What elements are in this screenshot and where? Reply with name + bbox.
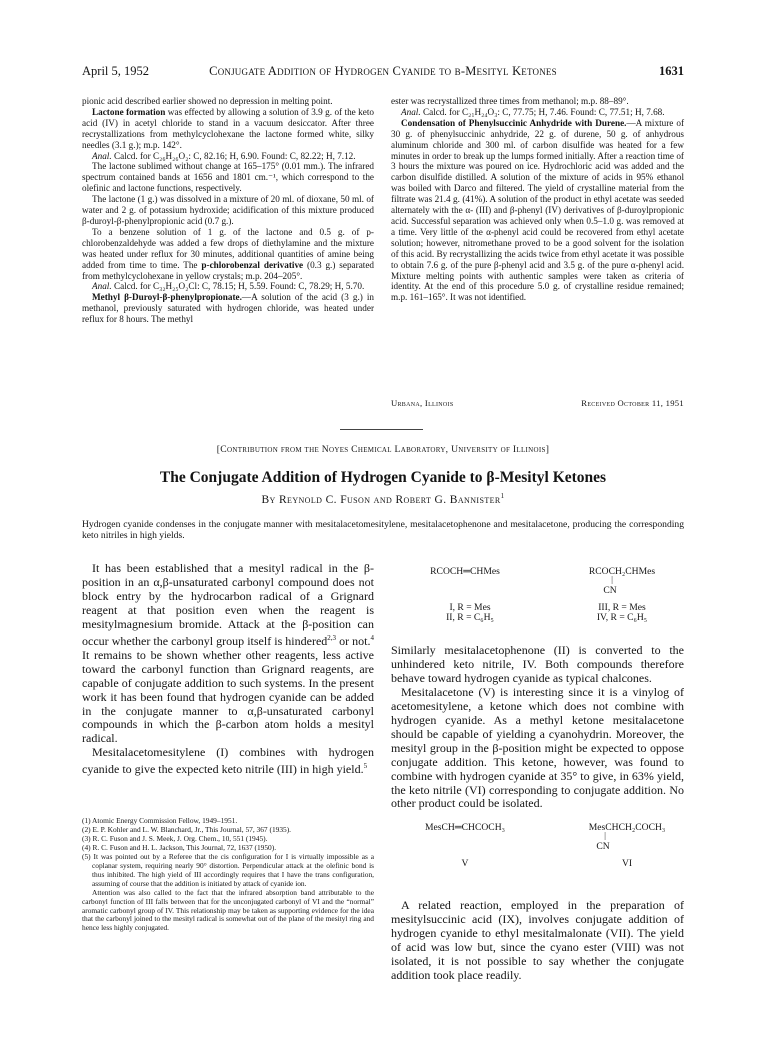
analysis-line — [82, 281, 374, 292]
formula-enone: RCOCH═CHMes — [430, 566, 500, 577]
paragraph — [82, 562, 374, 746]
paragraph — [391, 118, 684, 303]
paragraph: A related reaction, employed in the preparation of mesitylsuccinic acid (IX), involves conjugate addition of hydrogen cyanide to ethyl mesitalmalonate (VII). The yield of acid was low but, since the cyano ester (VIII) was not isolated, it is not possible to say whether the conjugate addition took place readily. — [391, 898, 684, 982]
paragraph — [82, 107, 374, 151]
authors: By Reynold C. Fuson and Robert G. Bannister — [261, 493, 501, 506]
compound-vi: VI — [621, 858, 633, 869]
compound-v: V — [461, 858, 469, 869]
location: Urbana, Illinois — [391, 398, 454, 408]
header-running-title: Conjugate Addition of Hydrogen Cyanide to β-Mesityl Ketones — [209, 64, 557, 78]
paragraph: pionic acid described earlier showed no depression in melting point. — [82, 96, 333, 106]
footnote-ref: 2,3 — [327, 633, 337, 642]
formula-ketonitrile: RCOCH₂CHMes — [588, 566, 656, 577]
formula-cn: CN — [596, 841, 610, 852]
contribution-line: [Contribution from the Noyes Chemical Laboratory, University of Illinois] — [216, 444, 550, 455]
paragraph: ester was recrystallized three times from methanol; m.p. 88–89°. — [391, 96, 629, 106]
paragraph: The lactone sublimed without change at 165–175° (0.01 mm.). The infrared spectrum contained bands at 1656 and 1801 cm.⁻¹, which correspond to the olefinic and lactone functions, respectively. — [82, 161, 374, 194]
paragraph — [82, 746, 374, 777]
anal-text: Calcd. for C₃₂H₂₅O₂Cl: C, 78.15; H, 5.59. Found: C, 78.29; H, 5.70. — [111, 281, 365, 292]
footnote-ref: 5 — [363, 762, 368, 771]
formula-mesitalacetone: MesCH═CHCOCH₃ — [425, 822, 505, 833]
prev-article-right-column — [391, 96, 684, 303]
paragraph-text: (0.3 g.) separated from methylcyclohexane in yellow crystals; m.p. 204–205°. — [82, 259, 374, 281]
paragraph: Similarly mesitalacetophenone (II) is converted to the unhindered keto nitrile, IV. Both compounds therefore behave toward hydrogen cyanide as typical chalcones. — [391, 643, 684, 685]
paragraph: Mesitalacetone (V) is interesting since it is a vinylog of acetomesitylene, a ketone which does not combine with hydrogen cyanide. As a methyl ketone mesitalacetone should be capable of yielding a cyanohydrin. Moreover, the mesityl group in the β-position might be expected to oppose conjugate addition. This ketone, however, was found to combine with hydrogen cyanide at 35° to give, in 63% yield, the keto nitrile (VI) corresponding to conjugate addition. No other product could be isolated. — [391, 684, 684, 811]
footnote-ref: 4 — [370, 633, 374, 642]
footnote-ref: 1 — [500, 492, 505, 500]
paragraph — [82, 227, 374, 282]
paragraph-text: It has been established that a mesityl radical in the β-position in an α,β-unsaturated carbonyl compound does not block entry by the hydrocarbon radical of a Grignard reagent at that position even when the reagent is mesitylmagnesium bromide. Attack at the β-position can occur whether the carbonyl group itself is hindered — [82, 561, 374, 648]
anal-text: Calcd. for C₂₆H₂₆O₂: C, 82.16; H, 6.90. Found: C, 82.22; H, 7.12. — [111, 150, 356, 161]
abstract: Hydrogen cyanide condenses in the conjugate manner with mesitalacetomesitylene, mesitalacetophenone and mesitalacetone, producing the corresponding keto nitriles in high yields. — [82, 519, 684, 542]
analysis-line — [391, 107, 684, 118]
footnote: (3) R. C. Fuson and J. S. Meek, J. Org. Chem., 10, 551 (1945). — [82, 833, 268, 843]
running-header — [82, 64, 684, 82]
paragraph-text: was effected by allowing a solution of 3.9 g. of the keto acid (IV) in acetyl chloride to stand in a vacuum desiccator. After three recrystallizations from methylcyclohexane the lactone formed white, silky needles (3.1 g.); m.p. 142°. — [82, 106, 375, 150]
paragraph-text: —A solution of the acid (3 g.) in methanol, previously saturated with hydrogen chloride, was heated under reflux for 8 hours. The methyl — [82, 292, 374, 325]
run-in-heading: Methyl β-Duroyl-β-phenylpropionate. — [92, 292, 242, 303]
anal-label: Anal. — [92, 150, 112, 161]
footnote: Attention was also called to the fact that the infrared absorption band attributable to the carbonyl function of III falls between that for the unconjugated carbonyl of VI and the “normal” aromatic carbonyl group of IV. This relationship may be taken as supporting evidence for the idea that the carbonyl joined to the mesityl radical is somewhat out of the plane of the mesityl ring and hence less highly conjugated. — [82, 887, 374, 933]
paragraph-text: or not. — [336, 633, 371, 648]
formula-cn: CN — [603, 585, 617, 596]
anal-label: Anal. — [401, 106, 421, 117]
header-date: April 5, 1952 — [82, 64, 150, 78]
formula-keto-nitrile-vi: MesCHCH₂COCH₃ — [588, 822, 666, 833]
paragraph-text: It remains to be shown whether other reagents, less active toward the carbonyl function than Grignard reagents, are capable of conjugate addition to such systems. In the present work it has been found that hydrogen cyanide can be added in the conjugate manner to α,β-unsaturated carbonyl compounds in which the β-carbon atom holds a mesityl radical. — [82, 647, 374, 746]
compound-name: p-chlorobenzal derivative — [201, 259, 304, 270]
bond-line: | — [604, 831, 606, 840]
paragraph-text: To a benzene solution of 1 g. of the lactone and 0.5 g. of p-chlorobenzaldehyde was added a few drops of diethylamine and the mixture was heated under reflux for 30 minutes, additional quantities of amine being added from time to time. The — [82, 226, 374, 270]
header-page-number: 1631 — [659, 64, 684, 78]
article-title: The Conjugate Addition of Hydrogen Cyanide to β-Mesityl Ketones — [159, 469, 607, 486]
body-left-column — [82, 562, 374, 777]
footnote: (4) R. C. Fuson and H. L. Jackson, This Journal, 72, 1637 (1950). — [82, 842, 277, 852]
body-right-column-continued — [391, 899, 684, 983]
prev-article-left-column — [82, 96, 374, 325]
byline — [82, 492, 684, 506]
compound-ii: II, R = C₆H₅ — [446, 612, 494, 623]
article-signature — [391, 398, 684, 410]
run-in-heading: Condensation of Phenylsuccinic Anhydride with Durene. — [401, 117, 627, 128]
body-right-column — [391, 644, 684, 811]
bond-line: | — [611, 575, 613, 584]
separator-rule — [340, 429, 423, 430]
received-date: Received October 11, 1951 — [581, 398, 684, 408]
compound-iii: III, R = Mes — [598, 602, 646, 613]
paragraph-text: Mesitalacetomesitylene (I) combines with hydrogen cyanide to give the expected keto nitrile (III) in high yield. — [82, 745, 374, 777]
anal-text: Calcd. for C₂₁H₂₄O₃: C, 77.75; H, 7.46. Found: C, 77.51; H, 7.68. — [420, 106, 665, 117]
anal-label: Anal. — [92, 281, 112, 292]
compound-iv: IV, R = C₆H₅ — [596, 612, 648, 623]
footnote: (1) Atomic Energy Commission Fellow, 1949–1951. — [82, 816, 238, 825]
compound-i: I, R = Mes — [449, 602, 491, 613]
paragraph: The lactone (1 g.) was dissolved in a mixture of 20 ml. of dioxane, 50 ml. of water and 2 g. of potassium hydroxide; acidification of this mixture produced β-duroyl-β-phenylpropionic acid (0.7 g.). — [82, 194, 374, 226]
run-in-heading: Lactone formation — [92, 106, 166, 117]
paragraph-text: —A mixture of 30 g. of phenylsuccinic anhydride, 22 g. of durene, 50 g. of anhydrous aluminum chloride and 300 ml. of carbon disulfide was heated for a few minutes in order to break up the lumps formed initially. After a reaction time of 3 hours the mixture was poured on ice. Hydrochloric acid was added and the carbon disulfide distilled. A solution of the mixture of acids in 95% ethanol was boiled with Darco and filtered. The yield of crystalline material from the filtrate was 21.4 g. (41%). A solution of the product in ethyl acetate was seeded alternately with the α- (III) and β-phenyl (IV) derivatives of β-duroylpropionic acid. Successful separation was achieved only when 0.5–1.0 g. was removed at a time. Very little of the α-phenyl acid could be recovered from ethyl acetate solution; however, nitromethane proved to be a good solvent for the isolation of this acid. By recrystallizing the acids twice from ethyl acetate it was possible to obtain 7.6 g. of the pure β-phenyl acid and 3.5 g. of the pure α-phenyl acid. Mixture melting points with authentic samples were taken as criteria of identity. At the end of this procedure 5.0 g. of crystalline residue remained; m.p. 161–165°. It was not identified. — [391, 117, 685, 303]
footnotes — [82, 817, 374, 933]
footnote: (2) E. P. Kohler and L. W. Blanchard, Jr., This Journal, 57, 367 (1935). — [82, 824, 292, 834]
analysis-line — [82, 151, 374, 162]
footnote: (5) It was pointed out by a Referee that the cis configuration for I is virtually impossible as a coplanar system, requiring nearly 90° distortion. Perpendicular attack at the olefinic bond is thus inhibited. The high yield of III accordingly requires that I have the trans configuration, assuming of course that the addition is initiated by attack of cyanide ion. — [82, 851, 374, 888]
paragraph — [82, 292, 374, 325]
